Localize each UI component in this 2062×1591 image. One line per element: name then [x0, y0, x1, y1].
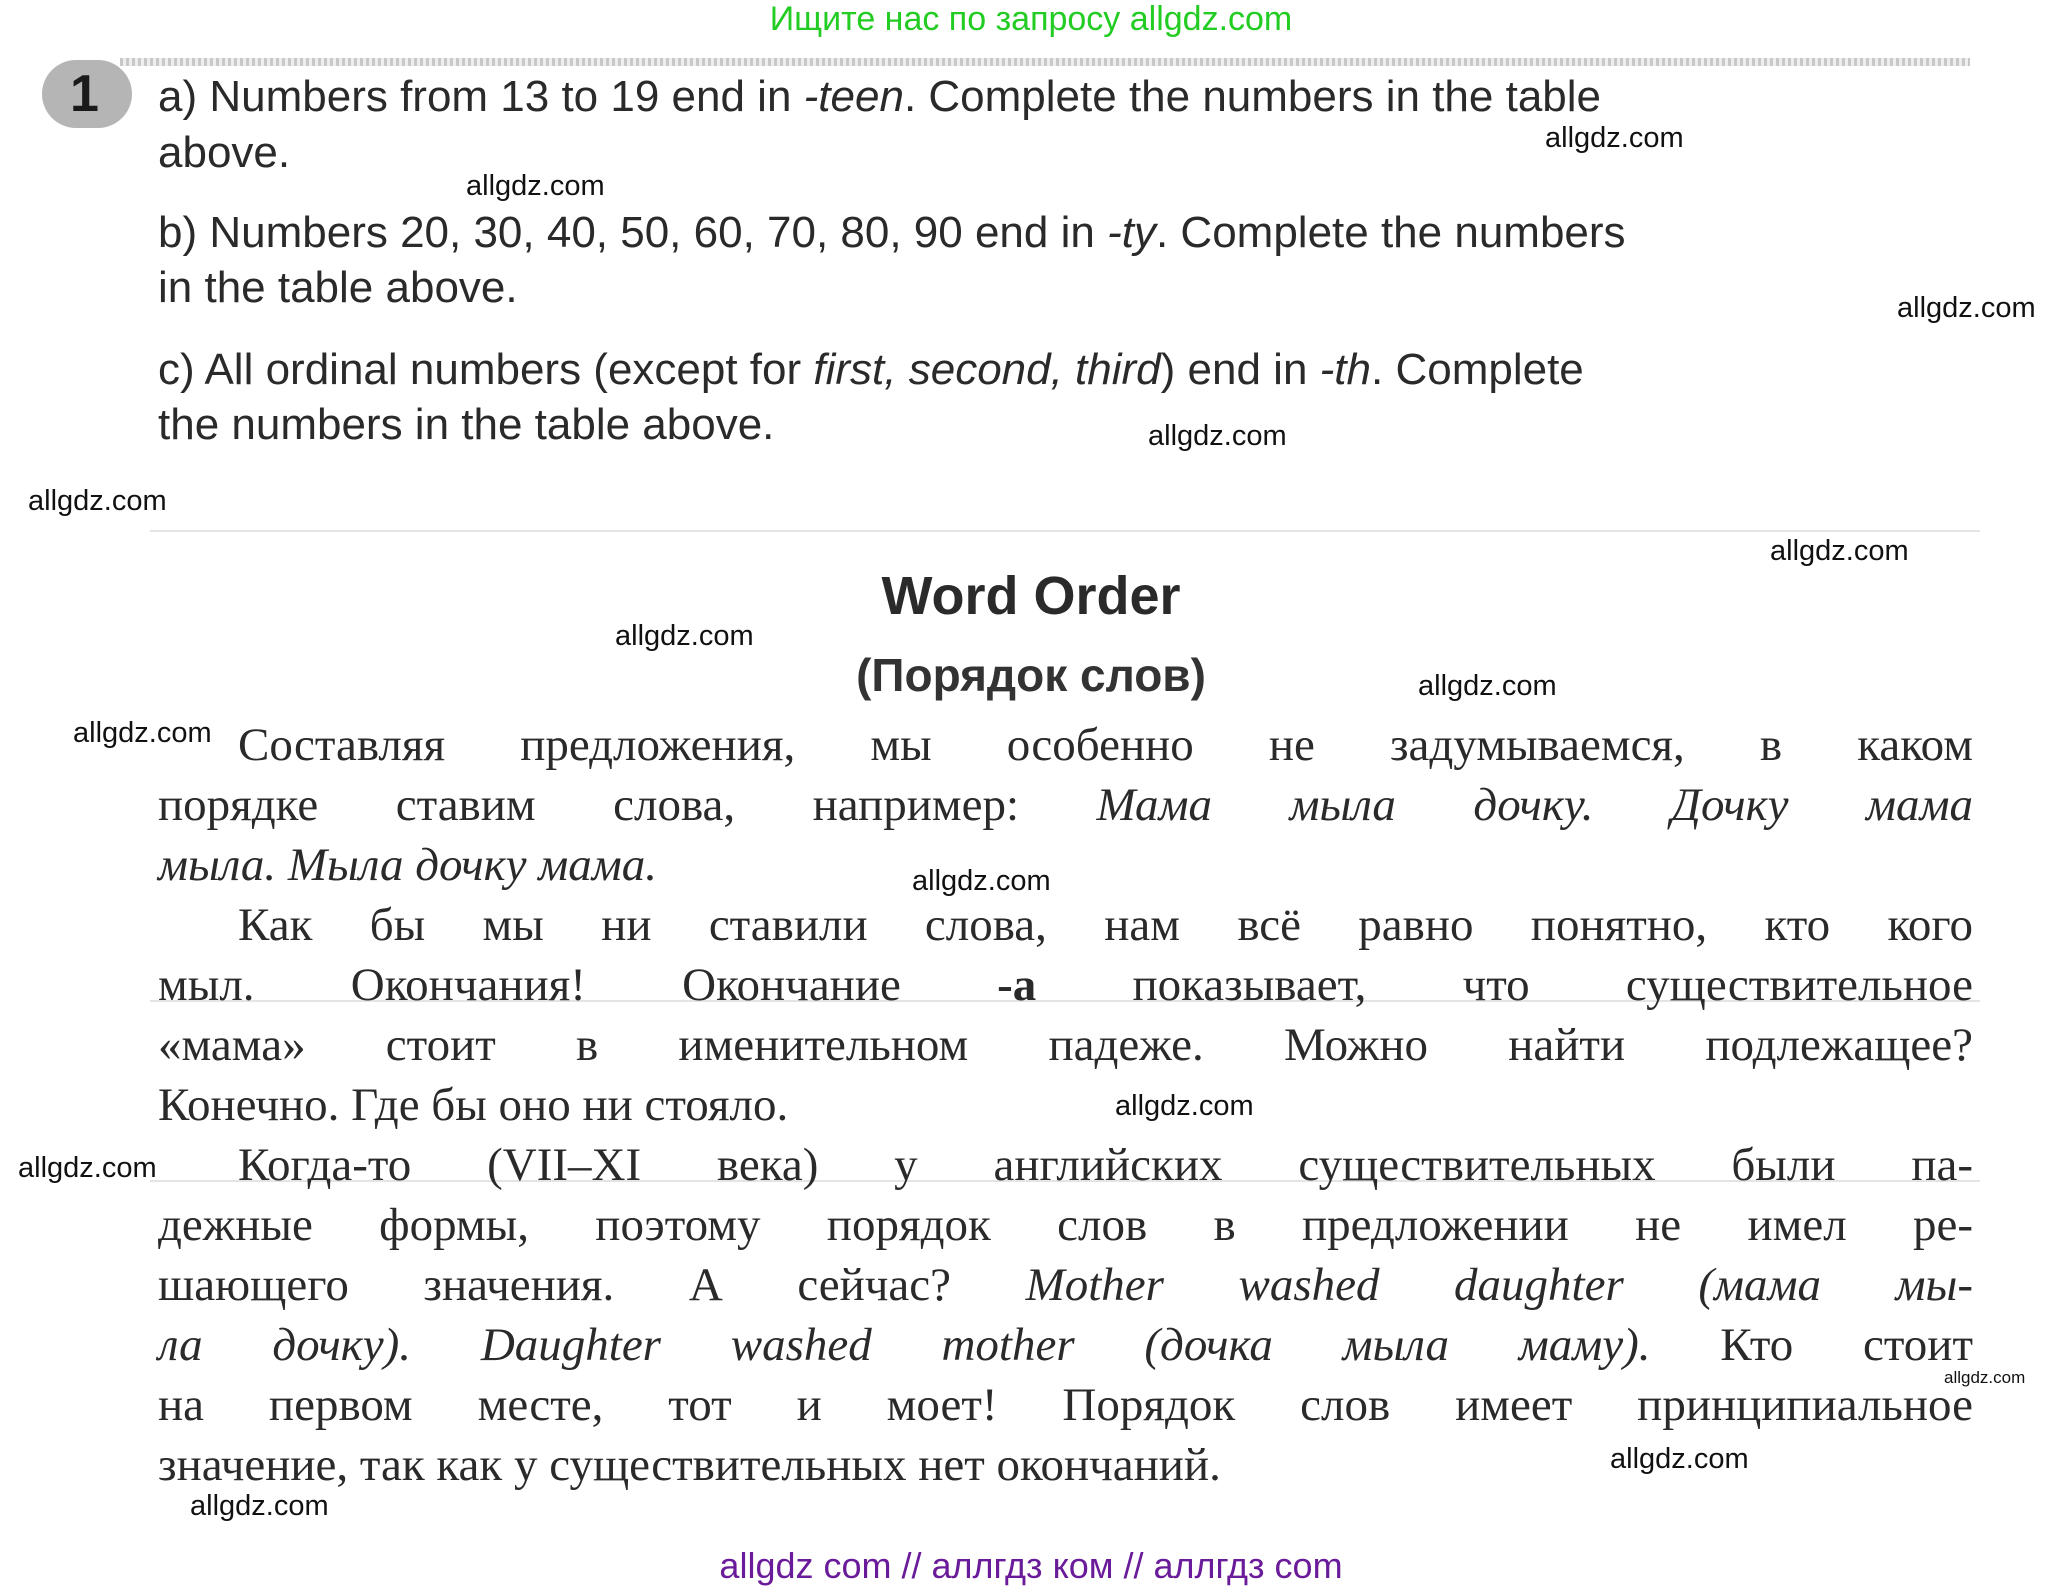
watermark: allgdz.com [1897, 292, 2036, 324]
exercise-number: 1 [70, 65, 99, 123]
paragraph-line: ла дочку). Daughter washed mother (дочка мыла маму). Кто стоит [158, 1319, 1973, 1371]
paragraph-line: Когда-то (VII–XI века) у английских существительных были па- [238, 1139, 1973, 1191]
watermark: allgdz.com [1115, 1090, 1254, 1122]
watermark: allgdz.com [190, 1490, 329, 1522]
watermark: allgdz.com [73, 717, 212, 749]
exercise-c-line1: c) All ordinal numbers (except for first, second, third) end in -th. Complete [158, 345, 1584, 394]
paragraph-line: Как бы мы ни ставили слова, нам всё равно понятно, кто кого [238, 899, 1973, 951]
watermark: allgdz.com [1610, 1443, 1749, 1475]
watermark: allgdz.com [1545, 122, 1684, 154]
paragraph-line: дежные формы, поэтому порядок слов в предложении не имел ре- [158, 1199, 1973, 1251]
watermark: allgdz.com [912, 865, 1051, 897]
paragraph-line: мыла. Мыла дочку мама. [158, 839, 658, 891]
paragraph-line: Составляя предложения, мы особенно не задумываемся, в каком [238, 719, 1973, 771]
watermark: allgdz.com [615, 620, 754, 652]
bottom-banner[interactable]: allgdz com // аллгдз ком // аллгдз com [719, 1545, 1343, 1586]
top-banner[interactable]: Ищите нас по запросу allgdz.com [769, 0, 1293, 38]
watermark: allgdz.com [1418, 670, 1557, 702]
exercise-c-line2: the numbers in the table above. [158, 400, 775, 449]
watermark: allgdz.com [1770, 535, 1909, 567]
exercise-b-line1: b) Numbers 20, 30, 40, 50, 60, 70, 80, 90 end in -ty. Complete the numbers [158, 208, 1626, 257]
exercise-a-line1: a) Numbers from 13 to 19 end in -teen. Complete the numbers in the table [158, 72, 1602, 121]
exercise-b-line2: in the table above. [158, 263, 518, 312]
exercise-a-line2: above. [158, 128, 291, 177]
paragraph-line: порядке ставим слова, например: Мама мыла дочку. Дочку мама [158, 779, 1973, 831]
watermark: allgdz.com [466, 170, 605, 202]
paragraph-line: Конечно. Где бы оно ни стояло. [158, 1079, 789, 1131]
paragraph-line: «мама» стоит в именительном падеже. Можно найти подлежащее? [158, 1019, 1973, 1071]
paragraph-line: значение, так как у существительных нет окончаний. [158, 1439, 1221, 1491]
paragraph-line: на первом месте, тот и моет! Порядок слов имеет принципиальное [158, 1379, 1973, 1431]
paragraph-line: мыл. Окончания! Окончание -а показывает, что существительное [158, 959, 1973, 1011]
paragraph-line: шающего значения. А сейчас? Mother washed daughter (мама мы- [158, 1259, 1973, 1311]
exercise-number-badge [42, 60, 132, 128]
dotted-rule [120, 58, 1970, 66]
watermark: allgdz.com [1944, 1368, 2026, 1387]
show-through-line [150, 530, 1980, 532]
section-subtitle: (Порядок слов) [856, 649, 1206, 701]
section-title: Word Order [881, 566, 1181, 626]
watermark: allgdz.com [1148, 420, 1287, 452]
watermark: allgdz.com [18, 1152, 157, 1184]
watermark: allgdz.com [28, 485, 167, 517]
